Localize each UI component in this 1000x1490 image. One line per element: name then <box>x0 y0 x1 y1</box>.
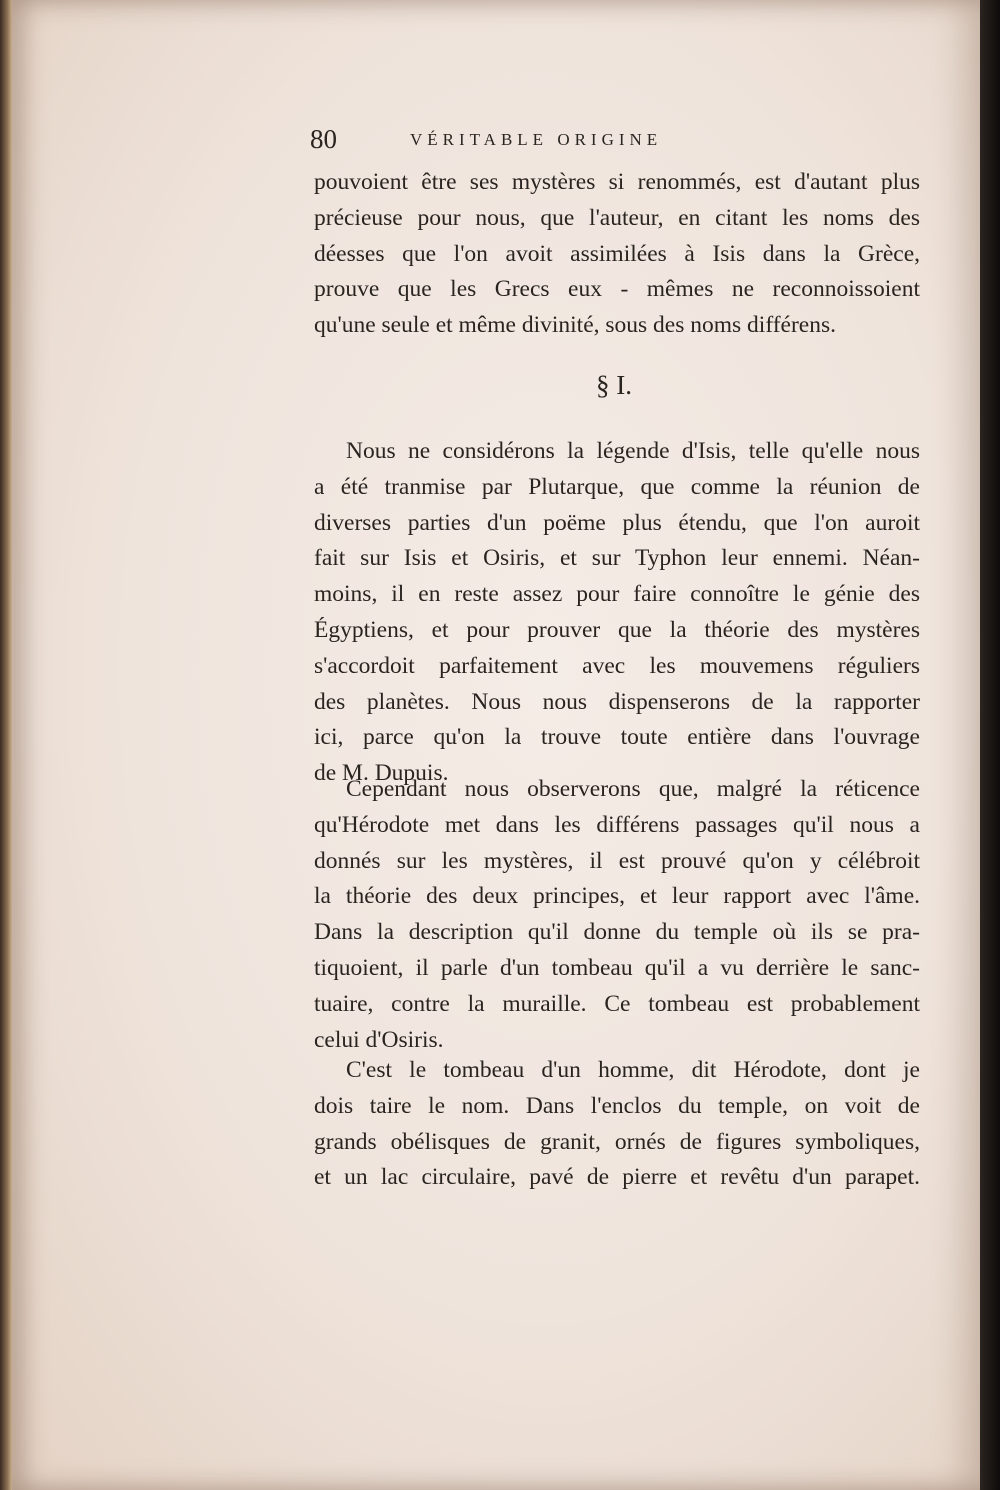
running-head <box>298 120 918 160</box>
text-line: C'est le tombeau d'un homme, dit Hérodote, dont je <box>346 1057 920 1083</box>
text-line: de M. Dupuis. <box>314 760 449 787</box>
text-line: tiquoient, il parle d'un tombeau qu'il a vu derrière le sanc- <box>314 954 920 981</box>
text-line: précieuse pour nous, que l'auteur, en citant les noms des <box>314 204 920 231</box>
text-line: grands obélisques de granit, ornés de figures symboliques, <box>314 1128 920 1155</box>
running-title: VÉRITABLE ORIGINE <box>410 130 663 149</box>
text-line: et un lac circulaire, pavé de pierre et revêtu d'un parapet. <box>314 1164 920 1191</box>
text-line: diverses parties d'un poëme plus étendu, que l'on auroit <box>314 509 920 536</box>
text-line: Nous ne considérons la légende d'Isis, telle qu'elle nous <box>346 438 920 464</box>
text-line: celui d'Osiris. <box>314 1026 444 1053</box>
text-line: Égyptiens, et pour prouver que la théorie des mystères <box>314 616 920 643</box>
text-line: moins, il en reste assez pour faire connoître le génie des <box>314 581 920 608</box>
text-line: déesses que l'on avoit assimilées à Isis dans la Grèce, <box>314 240 920 267</box>
text-line: Dans la description qu'il donne du temple où ils se pra- <box>314 919 920 946</box>
text-line: a été tranmise par Plutarque, que comme la réunion de <box>314 473 920 500</box>
paragraph-1 <box>314 165 920 344</box>
paragraph-2 <box>314 434 920 792</box>
text-line: fait sur Isis et Osiris, et sur Typhon leur ennemi. Néan- <box>314 545 920 572</box>
page-number: 80 <box>310 124 337 154</box>
paragraph-3 <box>314 772 920 1058</box>
text-line: donnés sur les mystères, il est prouvé qu'on y célébroit <box>314 847 920 874</box>
section-heading: § I. <box>596 370 632 400</box>
text-line: prouve que les Grecs eux - mêmes ne reconnoissoient <box>314 276 920 303</box>
text-line: qu'Hérodote met dans les différens passages qu'il nous a <box>314 811 920 838</box>
scan-left-edge <box>0 0 12 1490</box>
text-line: ici, parce qu'on la trouve toute entière dans l'ouvrage <box>314 724 920 751</box>
text-line: s'accordoit parfaitement avec les mouvemens réguliers <box>314 652 920 679</box>
text-line: la théorie des deux principes, et leur rapport avec l'âme. <box>314 883 920 910</box>
text-line: Cependant nous observerons que, malgré la réticence <box>346 776 920 802</box>
text-line: des planètes. Nous nous dispenserons de la rapporter <box>314 688 920 715</box>
text-line: pouvoient être ses mystères si renommés, est d'autant plus <box>314 169 920 195</box>
text-line: dois taire le nom. Dans l'enclos du temple, on voit de <box>314 1092 920 1119</box>
text-line: tuaire, contre la muraille. Ce tombeau est probablement <box>314 990 920 1017</box>
paragraph-4 <box>314 1053 920 1196</box>
text-line: qu'une seule et même divinité, sous des noms différens. <box>314 312 837 339</box>
book-cover-edge <box>980 0 1000 1490</box>
